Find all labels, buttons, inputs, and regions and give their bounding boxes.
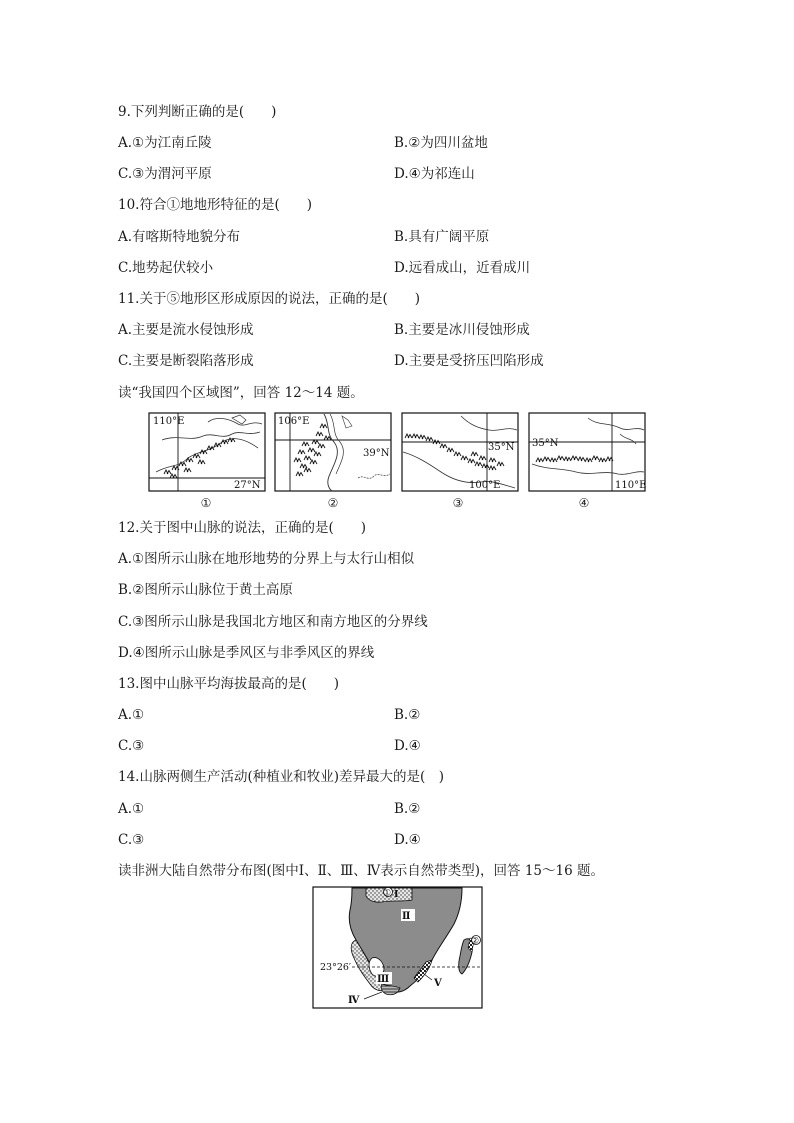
map-4-caption: ④	[578, 496, 590, 510]
question-9-option-b: B.②为四川盆地	[394, 135, 488, 151]
marker-1: ①	[383, 888, 392, 899]
question-14-option-a: A.①	[118, 801, 145, 817]
question-13-option-c: C.③	[118, 738, 145, 754]
question-11-option-d: D.主要是受挤压凹陷形成	[394, 353, 544, 369]
map-3-caption: ③	[452, 496, 464, 510]
question-14-option-c: C.③	[118, 832, 145, 848]
map-1-latitude-label: 27°N	[234, 480, 261, 491]
map-3-longitude-label: 100°E	[469, 480, 501, 491]
question-11-option-b: B.主要是冰川侵蚀形成	[394, 322, 530, 338]
question-9-option-c: C.③为渭河平原	[118, 166, 212, 182]
question-11-stem: 11.关于⑤地形区形成原因的说法，正确的是( )	[118, 291, 421, 307]
map-2-latitude-label: 39°N	[363, 448, 390, 459]
region-map-2	[275, 413, 391, 491]
question-11-option-a: A.主要是流水侵蚀形成	[118, 322, 254, 338]
map-1-caption: ①	[200, 496, 212, 510]
question-9-option-a: A.①为江南丘陵	[118, 135, 212, 151]
question-12-stem: 12.关于图中山脉的说法，正确的是( )	[118, 520, 367, 536]
reading-prompt-region-maps: 读“我国四个区域图”，回答 12～14 题。	[118, 385, 364, 401]
zone-label-2: Ⅱ	[402, 911, 411, 922]
question-13-option-b: B.②	[394, 707, 421, 723]
map-4-latitude-label: 35°N	[532, 438, 559, 449]
map-2-longitude-label: 106°E	[278, 416, 310, 427]
question-10-option-c: C.地势起伏较小	[118, 260, 214, 276]
map-1-longitude-label: 110°E	[153, 416, 185, 427]
question-13-option-d: D.④	[394, 738, 421, 754]
question-13-stem: 13.图中山脉平均海拔最高的是( )	[118, 676, 340, 692]
zone-label-3: Ⅲ	[377, 974, 390, 985]
question-14-option-d: D.④	[394, 832, 421, 848]
map-4-longitude-label: 110°E	[615, 480, 646, 491]
question-9-stem: 9.下列判断正确的是( )	[118, 104, 277, 120]
question-11-option-c: C.主要是断裂陷落形成	[118, 353, 254, 369]
question-12-option-c: C.③图所示山脉是我国北方地区和南方地区的分界线	[118, 614, 428, 630]
zone-label-5: Ⅴ	[434, 978, 442, 989]
region-map-1	[149, 413, 265, 491]
question-14-option-b: B.②	[394, 801, 421, 817]
question-14-stem: 14.山脉两侧生产活动(种植业和牧业)差异最大的是( )	[118, 769, 445, 785]
region-maps-figure	[148, 412, 646, 494]
question-10-option-a: A.有喀斯特地貌分布	[118, 229, 241, 245]
reading-prompt-africa-map: 读非洲大陆自然带分布图(图中Ⅰ、Ⅱ、Ⅲ、Ⅳ表示自然带类型)，回答 15～16 题。	[118, 863, 604, 879]
question-9-option-d: D.④为祁连山	[394, 166, 475, 182]
question-12-option-a: A.①图所示山脉在地形地势的分界上与太行山相似	[118, 551, 415, 567]
region-map-4	[529, 413, 646, 491]
zone-label-4: Ⅳ	[348, 995, 360, 1006]
tropic-latitude-label: 23°26′	[320, 962, 352, 973]
marker-2: ②	[471, 936, 480, 947]
question-13-option-a: A.①	[118, 707, 145, 723]
region-map-3	[402, 413, 518, 491]
question-10-option-d: D.远看成山，近看成川	[394, 260, 531, 276]
question-12-option-d: D.④图所示山脉是季风区与非季风区的界线	[118, 645, 375, 661]
question-10-option-b: B.具有广阔平原	[394, 229, 490, 245]
question-10-stem: 10.符合①地地形特征的是( )	[118, 197, 313, 213]
map-3-latitude-label: 35°N	[488, 442, 515, 453]
map-2-caption: ②	[327, 496, 339, 510]
zone-label-1: Ⅰ	[394, 889, 399, 900]
africa-natural-zone-map	[312, 886, 484, 1010]
question-12-option-b: B.②图所示山脉位于黄土高原	[118, 582, 293, 598]
